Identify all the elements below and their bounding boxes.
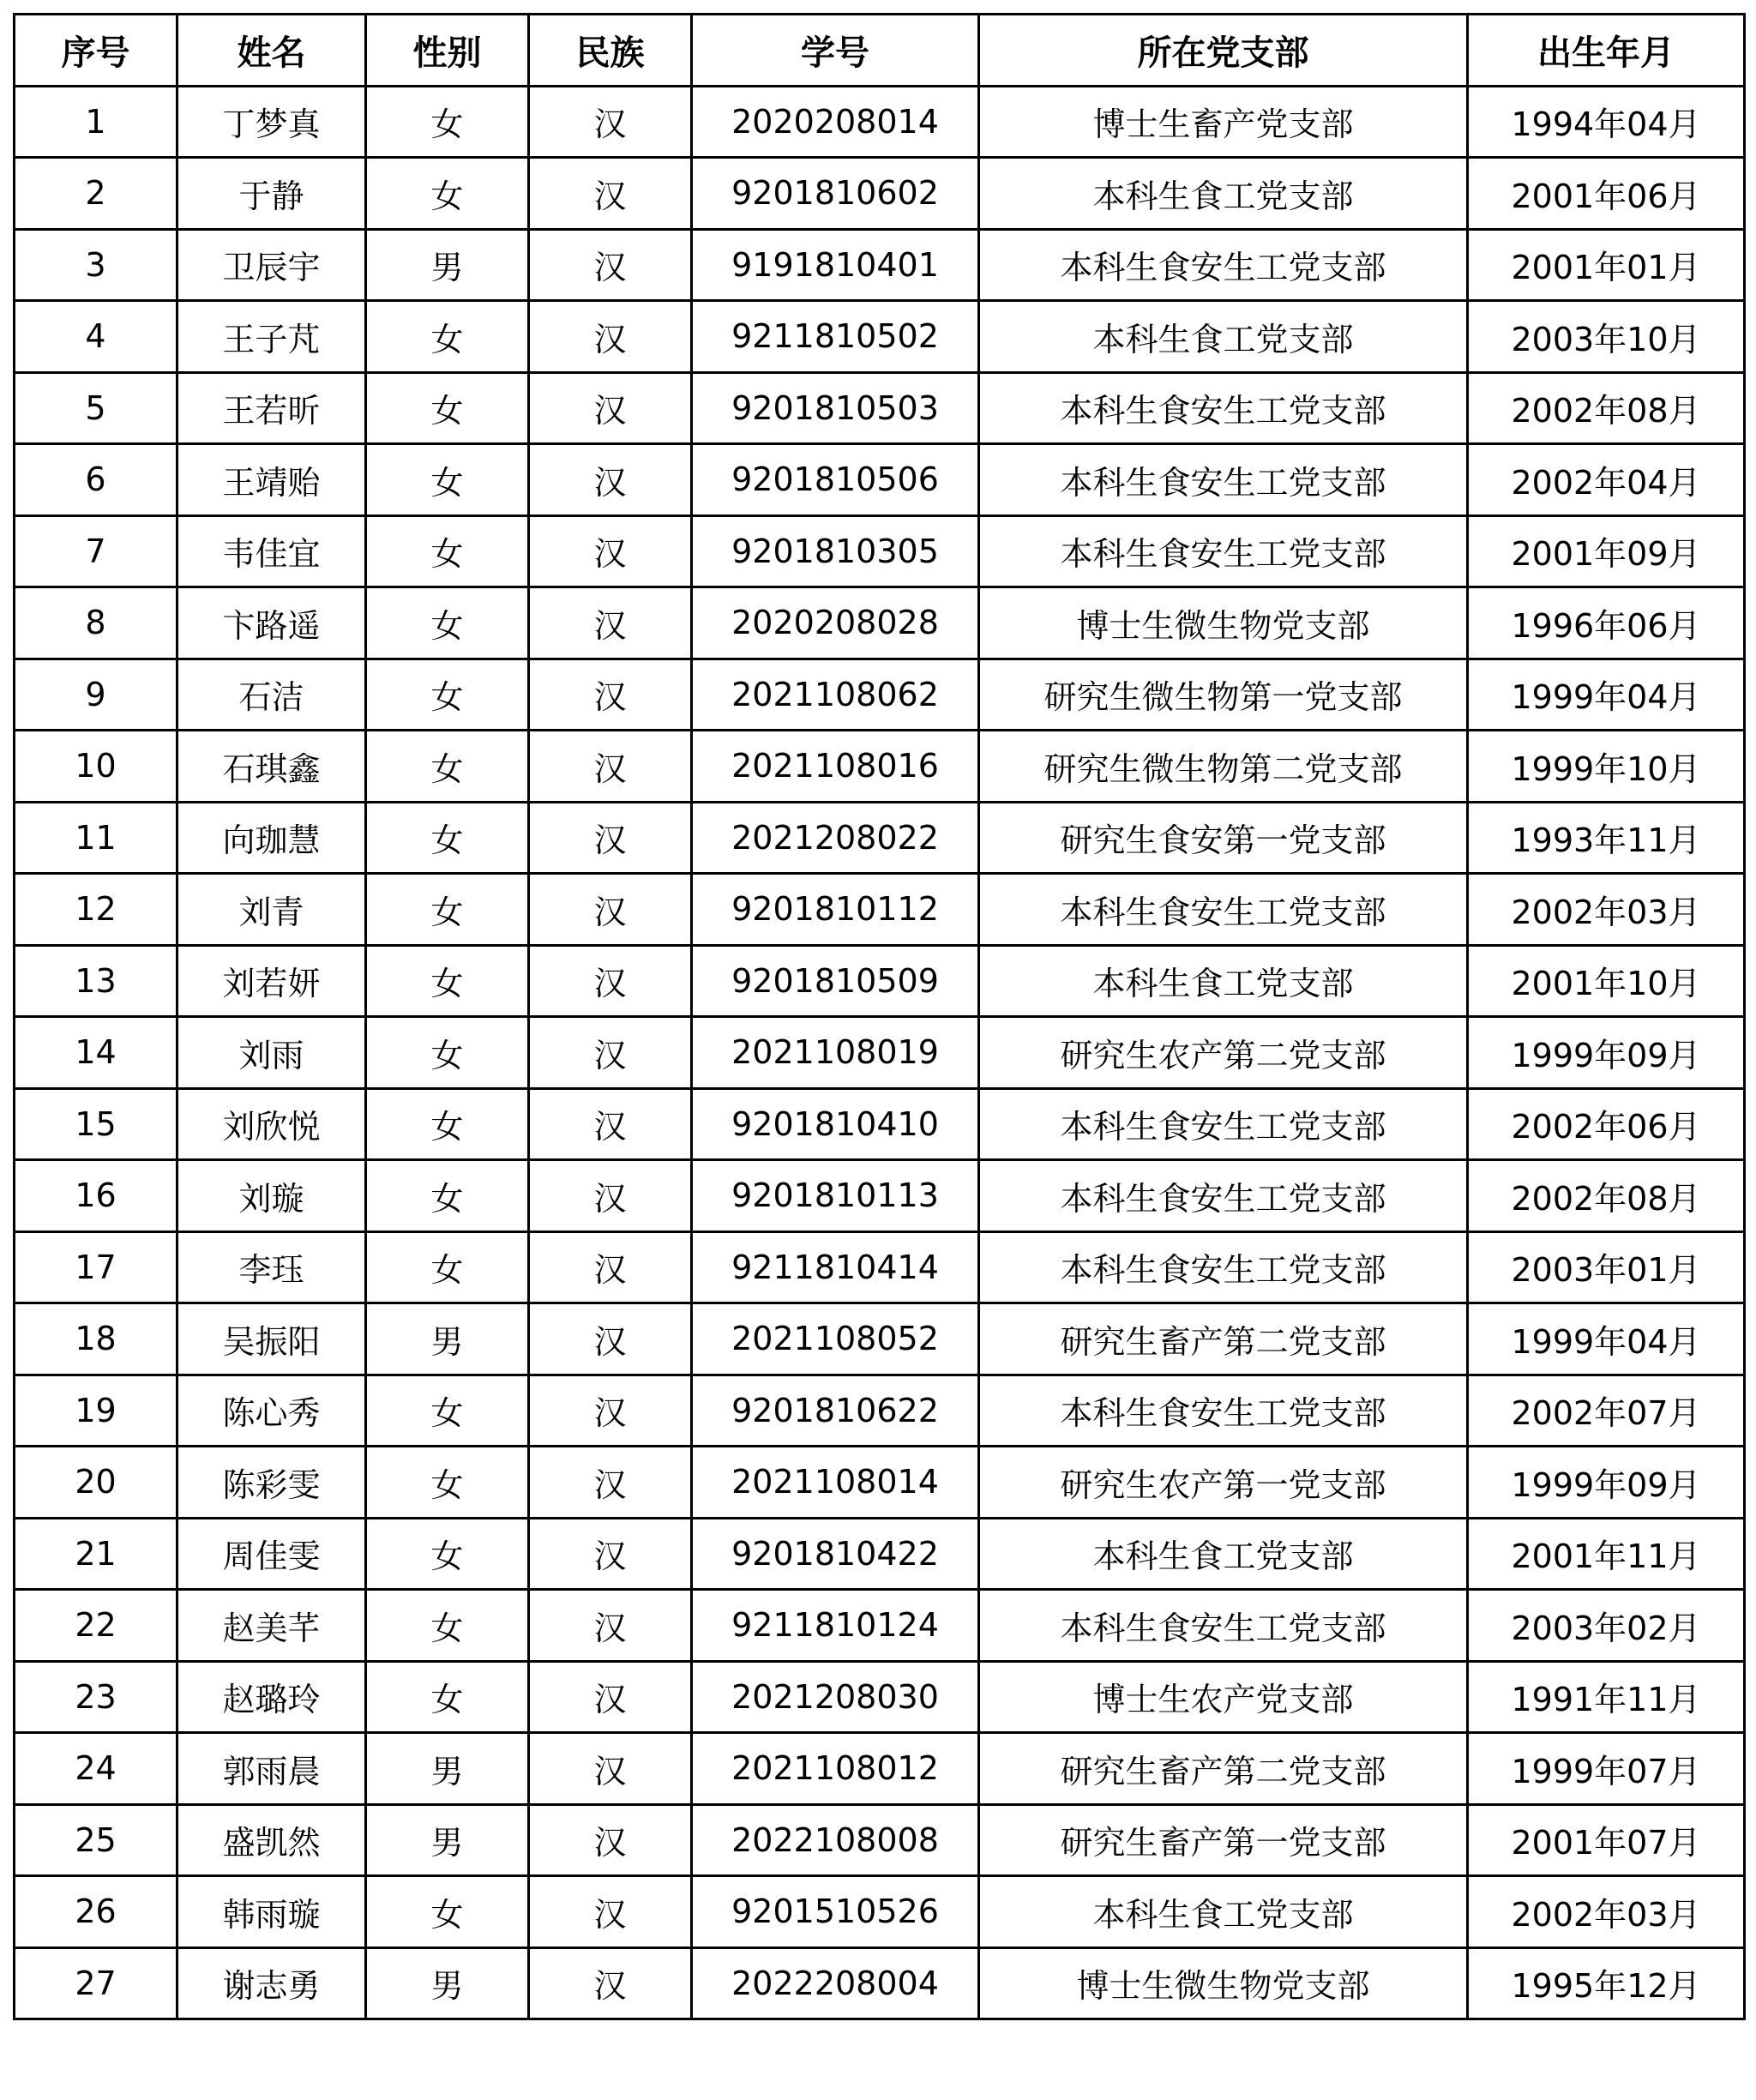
table-row <box>15 515 1745 587</box>
cell-birth-date: 2002年06月 <box>1468 1088 1745 1160</box>
cell-index: 19 <box>15 1375 177 1447</box>
cell-student-id: 2021108012 <box>692 1733 979 1805</box>
cell-gender: 男 <box>366 1303 529 1375</box>
cell-ethnicity: 汉 <box>529 229 692 301</box>
cell-birth-date: 1995年12月 <box>1468 1947 1745 2019</box>
table-row <box>15 301 1745 373</box>
cell-birth-date: 2003年10月 <box>1468 301 1745 373</box>
cell-name: 刘若妍 <box>177 945 366 1017</box>
header-student-id: 学号 <box>692 15 979 87</box>
cell-party-branch: 本科生食工党支部 <box>979 945 1468 1017</box>
cell-gender: 女 <box>366 1088 529 1160</box>
cell-student-id: 9211810502 <box>692 301 979 373</box>
cell-gender: 男 <box>366 1804 529 1876</box>
table-row <box>15 802 1745 874</box>
member-table <box>13 13 1746 2020</box>
cell-party-branch: 本科生食安生工党支部 <box>979 444 1468 516</box>
table-row <box>15 874 1745 946</box>
cell-student-id: 9201810113 <box>692 1160 979 1232</box>
cell-birth-date: 1993年11月 <box>1468 802 1745 874</box>
cell-student-id: 9201510526 <box>692 1876 979 1948</box>
cell-gender: 女 <box>366 731 529 803</box>
cell-student-id: 9201810503 <box>692 372 979 444</box>
cell-index: 12 <box>15 874 177 946</box>
cell-ethnicity: 汉 <box>529 874 692 946</box>
cell-party-branch: 博士生微生物党支部 <box>979 1947 1468 2019</box>
table-row <box>15 1303 1745 1375</box>
cell-gender: 女 <box>366 1017 529 1089</box>
cell-index: 25 <box>15 1804 177 1876</box>
cell-gender: 女 <box>366 86 529 158</box>
cell-index: 24 <box>15 1733 177 1805</box>
cell-index: 10 <box>15 731 177 803</box>
cell-student-id: 9201810422 <box>692 1518 979 1590</box>
cell-ethnicity: 汉 <box>529 1375 692 1447</box>
cell-party-branch: 本科生食安生工党支部 <box>979 1590 1468 1662</box>
cell-gender: 女 <box>366 444 529 516</box>
cell-index: 13 <box>15 945 177 1017</box>
cell-index: 21 <box>15 1518 177 1590</box>
cell-name: 卫辰宇 <box>177 229 366 301</box>
cell-ethnicity: 汉 <box>529 1017 692 1089</box>
cell-ethnicity: 汉 <box>529 731 692 803</box>
cell-student-id: 9201810509 <box>692 945 979 1017</box>
cell-ethnicity: 汉 <box>529 1590 692 1662</box>
cell-name: 丁梦真 <box>177 86 366 158</box>
cell-ethnicity: 汉 <box>529 515 692 587</box>
cell-index: 26 <box>15 1876 177 1948</box>
table-row <box>15 372 1745 444</box>
table-row <box>15 1733 1745 1805</box>
cell-index: 20 <box>15 1447 177 1519</box>
cell-student-id: 2021108052 <box>692 1303 979 1375</box>
cell-ethnicity: 汉 <box>529 1088 692 1160</box>
header-row <box>15 15 1745 87</box>
cell-student-id: 9211810124 <box>692 1590 979 1662</box>
cell-name: 陈心秀 <box>177 1375 366 1447</box>
cell-party-branch: 本科生食安生工党支部 <box>979 1160 1468 1232</box>
table-row <box>15 1947 1745 2019</box>
header-ethnicity: 民族 <box>529 15 692 87</box>
cell-party-branch: 研究生畜产第二党支部 <box>979 1733 1468 1805</box>
cell-party-branch: 研究生农产第一党支部 <box>979 1447 1468 1519</box>
cell-ethnicity: 汉 <box>529 802 692 874</box>
cell-name: 韩雨璇 <box>177 1876 366 1948</box>
cell-index: 7 <box>15 515 177 587</box>
cell-name: 刘璇 <box>177 1160 366 1232</box>
cell-birth-date: 1999年04月 <box>1468 1303 1745 1375</box>
cell-party-branch: 博士生畜产党支部 <box>979 86 1468 158</box>
cell-name: 王靖贻 <box>177 444 366 516</box>
cell-party-branch: 研究生畜产第二党支部 <box>979 1303 1468 1375</box>
cell-gender: 女 <box>366 945 529 1017</box>
cell-index: 18 <box>15 1303 177 1375</box>
table-row <box>15 1231 1745 1303</box>
table-row <box>15 587 1745 659</box>
cell-index: 23 <box>15 1661 177 1733</box>
table-row <box>15 945 1745 1017</box>
cell-birth-date: 1999年09月 <box>1468 1447 1745 1519</box>
cell-ethnicity: 汉 <box>529 444 692 516</box>
header-name: 姓名 <box>177 15 366 87</box>
cell-party-branch: 本科生食安生工党支部 <box>979 372 1468 444</box>
cell-name: 石琪鑫 <box>177 731 366 803</box>
cell-name: 王子芃 <box>177 301 366 373</box>
table-row <box>15 1876 1745 1948</box>
cell-birth-date: 2001年10月 <box>1468 945 1745 1017</box>
header-index: 序号 <box>15 15 177 87</box>
cell-name: 赵美芊 <box>177 1590 366 1662</box>
cell-name: 刘雨 <box>177 1017 366 1089</box>
cell-name: 刘欣悦 <box>177 1088 366 1160</box>
cell-student-id: 9201810305 <box>692 515 979 587</box>
cell-index: 17 <box>15 1231 177 1303</box>
cell-ethnicity: 汉 <box>529 301 692 373</box>
table-row <box>15 1590 1745 1662</box>
cell-birth-date: 2002年03月 <box>1468 874 1745 946</box>
cell-party-branch: 本科生食工党支部 <box>979 158 1468 230</box>
cell-ethnicity: 汉 <box>529 945 692 1017</box>
cell-index: 11 <box>15 802 177 874</box>
cell-gender: 女 <box>366 659 529 731</box>
cell-ethnicity: 汉 <box>529 1160 692 1232</box>
table-body <box>15 86 1745 2019</box>
cell-ethnicity: 汉 <box>529 1518 692 1590</box>
header-birth-date: 出生年月 <box>1468 15 1745 87</box>
cell-student-id: 9201810602 <box>692 158 979 230</box>
table-row <box>15 444 1745 516</box>
cell-student-id: 9201810112 <box>692 874 979 946</box>
cell-birth-date: 2003年02月 <box>1468 1590 1745 1662</box>
cell-birth-date: 2001年07月 <box>1468 1804 1745 1876</box>
cell-gender: 女 <box>366 1160 529 1232</box>
cell-birth-date: 1991年11月 <box>1468 1661 1745 1733</box>
cell-index: 5 <box>15 372 177 444</box>
cell-ethnicity: 汉 <box>529 1231 692 1303</box>
cell-party-branch: 本科生食安生工党支部 <box>979 874 1468 946</box>
cell-gender: 女 <box>366 158 529 230</box>
table-row <box>15 1447 1745 1519</box>
cell-gender: 女 <box>366 587 529 659</box>
cell-name: 于静 <box>177 158 366 230</box>
cell-birth-date: 1996年06月 <box>1468 587 1745 659</box>
header-party-branch: 所在党支部 <box>979 15 1468 87</box>
cell-ethnicity: 汉 <box>529 158 692 230</box>
cell-birth-date: 2003年01月 <box>1468 1231 1745 1303</box>
cell-name: 李珏 <box>177 1231 366 1303</box>
cell-birth-date: 2001年06月 <box>1468 158 1745 230</box>
cell-ethnicity: 汉 <box>529 1447 692 1519</box>
cell-student-id: 9201810622 <box>692 1375 979 1447</box>
cell-birth-date: 1999年07月 <box>1468 1733 1745 1805</box>
cell-index: 4 <box>15 301 177 373</box>
table-row <box>15 659 1745 731</box>
cell-party-branch: 研究生畜产第一党支部 <box>979 1804 1468 1876</box>
cell-ethnicity: 汉 <box>529 587 692 659</box>
cell-index: 1 <box>15 86 177 158</box>
cell-party-branch: 本科生食安生工党支部 <box>979 229 1468 301</box>
cell-birth-date: 2002年03月 <box>1468 1876 1745 1948</box>
cell-student-id: 9201810506 <box>692 444 979 516</box>
cell-birth-date: 2001年01月 <box>1468 229 1745 301</box>
cell-birth-date: 2002年08月 <box>1468 1160 1745 1232</box>
table-row <box>15 158 1745 230</box>
cell-index: 2 <box>15 158 177 230</box>
cell-student-id: 2021108062 <box>692 659 979 731</box>
cell-ethnicity: 汉 <box>529 1661 692 1733</box>
cell-student-id: 2022108008 <box>692 1804 979 1876</box>
cell-ethnicity: 汉 <box>529 1804 692 1876</box>
cell-gender: 女 <box>366 1231 529 1303</box>
cell-name: 向珈慧 <box>177 802 366 874</box>
cell-student-id: 2020208014 <box>692 86 979 158</box>
table-row <box>15 1804 1745 1876</box>
cell-student-id: 9211810414 <box>692 1231 979 1303</box>
cell-gender: 女 <box>366 1518 529 1590</box>
cell-ethnicity: 汉 <box>529 1303 692 1375</box>
cell-birth-date: 1999年10月 <box>1468 731 1745 803</box>
cell-birth-date: 1999年04月 <box>1468 659 1745 731</box>
cell-student-id: 9201810410 <box>692 1088 979 1160</box>
cell-party-branch: 研究生微生物第一党支部 <box>979 659 1468 731</box>
cell-index: 8 <box>15 587 177 659</box>
cell-gender: 男 <box>366 1733 529 1805</box>
cell-ethnicity: 汉 <box>529 1947 692 2019</box>
cell-gender: 女 <box>366 1876 529 1948</box>
cell-birth-date: 2002年04月 <box>1468 444 1745 516</box>
cell-ethnicity: 汉 <box>529 659 692 731</box>
cell-index: 15 <box>15 1088 177 1160</box>
cell-party-branch: 博士生农产党支部 <box>979 1661 1468 1733</box>
cell-gender: 女 <box>366 1375 529 1447</box>
table-row <box>15 1160 1745 1232</box>
cell-name: 刘青 <box>177 874 366 946</box>
cell-ethnicity: 汉 <box>529 372 692 444</box>
cell-student-id: 9191810401 <box>692 229 979 301</box>
cell-index: 14 <box>15 1017 177 1089</box>
cell-birth-date: 1999年09月 <box>1468 1017 1745 1089</box>
table-row <box>15 1661 1745 1733</box>
cell-party-branch: 研究生农产第二党支部 <box>979 1017 1468 1089</box>
cell-party-branch: 研究生食安第一党支部 <box>979 802 1468 874</box>
cell-ethnicity: 汉 <box>529 1876 692 1948</box>
cell-party-branch: 本科生食安生工党支部 <box>979 1231 1468 1303</box>
cell-gender: 男 <box>366 1947 529 2019</box>
cell-index: 9 <box>15 659 177 731</box>
table-row <box>15 1518 1745 1590</box>
cell-name: 盛凯然 <box>177 1804 366 1876</box>
cell-student-id: 2021108019 <box>692 1017 979 1089</box>
cell-student-id: 2021208030 <box>692 1661 979 1733</box>
table-row <box>15 1375 1745 1447</box>
cell-birth-date: 2001年09月 <box>1468 515 1745 587</box>
cell-name: 陈彩雯 <box>177 1447 366 1519</box>
cell-party-branch: 博士生微生物党支部 <box>979 587 1468 659</box>
cell-student-id: 2021108016 <box>692 731 979 803</box>
cell-party-branch: 本科生食安生工党支部 <box>979 1375 1468 1447</box>
cell-name: 卞路遥 <box>177 587 366 659</box>
cell-gender: 女 <box>366 301 529 373</box>
cell-party-branch: 本科生食工党支部 <box>979 1518 1468 1590</box>
table-row <box>15 229 1745 301</box>
cell-name: 韦佳宜 <box>177 515 366 587</box>
cell-party-branch: 本科生食安生工党支部 <box>979 1088 1468 1160</box>
cell-ethnicity: 汉 <box>529 86 692 158</box>
cell-index: 27 <box>15 1947 177 2019</box>
cell-party-branch: 本科生食工党支部 <box>979 301 1468 373</box>
cell-name: 王若昕 <box>177 372 366 444</box>
cell-gender: 男 <box>366 229 529 301</box>
cell-index: 3 <box>15 229 177 301</box>
cell-student-id: 2021208022 <box>692 802 979 874</box>
cell-birth-date: 2002年08月 <box>1468 372 1745 444</box>
cell-student-id: 2022208004 <box>692 1947 979 2019</box>
cell-party-branch: 本科生食安生工党支部 <box>979 515 1468 587</box>
table-row <box>15 731 1745 803</box>
table-row <box>15 1088 1745 1160</box>
cell-birth-date: 1994年04月 <box>1468 86 1745 158</box>
cell-name: 周佳雯 <box>177 1518 366 1590</box>
cell-birth-date: 2002年07月 <box>1468 1375 1745 1447</box>
cell-gender: 女 <box>366 515 529 587</box>
cell-name: 赵璐玲 <box>177 1661 366 1733</box>
cell-name: 石洁 <box>177 659 366 731</box>
cell-birth-date: 2001年11月 <box>1468 1518 1745 1590</box>
cell-index: 16 <box>15 1160 177 1232</box>
cell-ethnicity: 汉 <box>529 1733 692 1805</box>
cell-student-id: 2020208028 <box>692 587 979 659</box>
cell-gender: 女 <box>366 874 529 946</box>
table-row <box>15 1017 1745 1089</box>
header-gender: 性别 <box>366 15 529 87</box>
cell-gender: 女 <box>366 1447 529 1519</box>
cell-name: 吴振阳 <box>177 1303 366 1375</box>
cell-gender: 女 <box>366 802 529 874</box>
cell-gender: 女 <box>366 1661 529 1733</box>
cell-party-branch: 本科生食工党支部 <box>979 1876 1468 1948</box>
cell-index: 6 <box>15 444 177 516</box>
cell-name: 谢志勇 <box>177 1947 366 2019</box>
cell-student-id: 2021108014 <box>692 1447 979 1519</box>
table-row <box>15 86 1745 158</box>
cell-gender: 女 <box>366 372 529 444</box>
cell-party-branch: 研究生微生物第二党支部 <box>979 731 1468 803</box>
cell-gender: 女 <box>366 1590 529 1662</box>
cell-index: 22 <box>15 1590 177 1662</box>
cell-name: 郭雨晨 <box>177 1733 366 1805</box>
